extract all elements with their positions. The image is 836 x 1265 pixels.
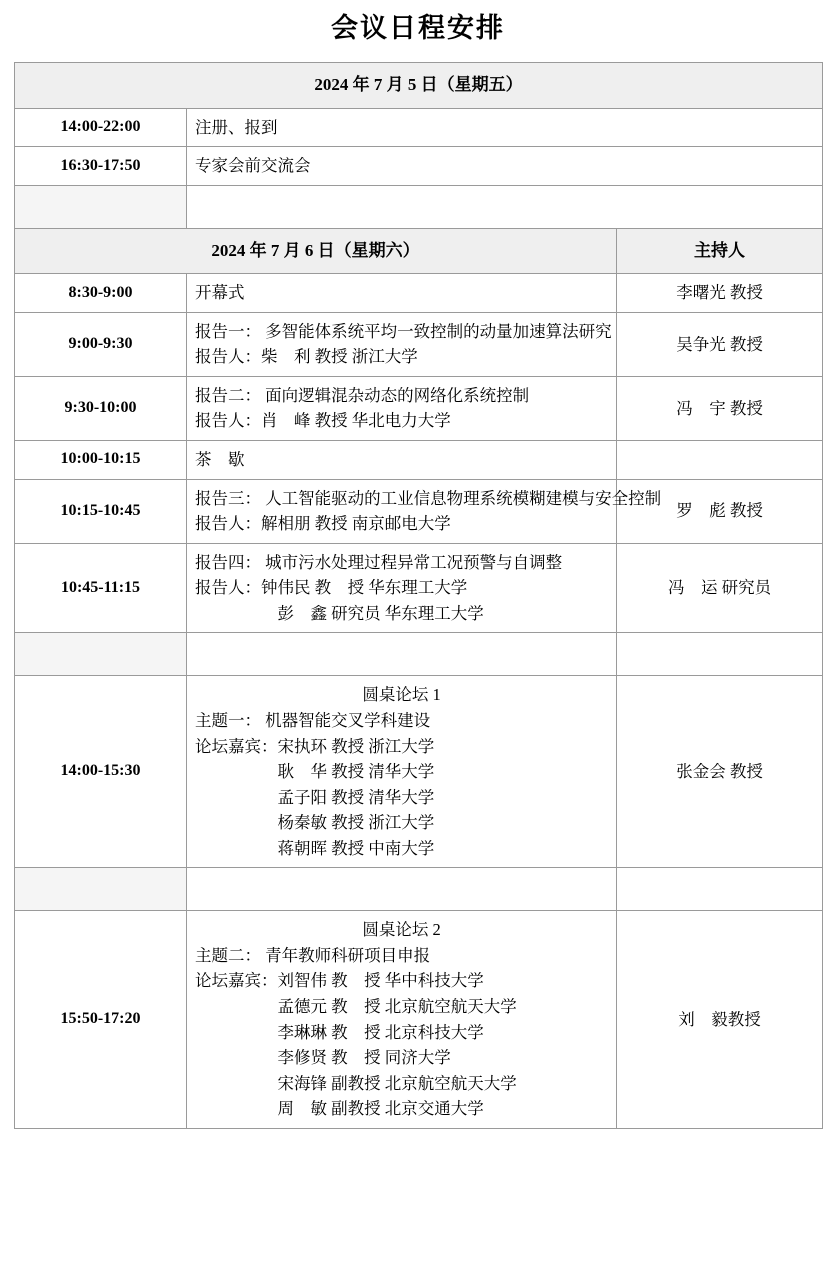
session-line: 论坛嘉宾：刘智伟 教 授 华中科技大学 (195, 971, 484, 991)
session-line: 李琳琳 教 授 北京科技大学 (195, 1022, 484, 1042)
table-row (15, 108, 823, 147)
session-line: 蒋朝晖 教授 中南大学 (195, 838, 435, 858)
session-content (187, 479, 662, 543)
session-content (187, 312, 617, 376)
schedule-body (15, 63, 823, 1128)
session-line: 周 敏 副教授 北京交通大学 (195, 1099, 484, 1119)
session-line: 孟子阳 教授 清华大学 (195, 787, 435, 807)
host-column-header: 主持人 (617, 228, 823, 273)
session-time: 16:30-17:50 (15, 147, 187, 186)
session-host: 刘 毅教授 (617, 911, 823, 1129)
session-line: 报告人：肖 峰 教授 华北电力大学 (195, 411, 451, 431)
session-line: 主题二： 青年教师科研项目申报 (195, 945, 431, 965)
session-time: 14:00-22:00 (15, 108, 187, 147)
session-line: 耿 华 教授 清华大学 (195, 762, 435, 782)
session-line: 报告四： 城市污水处理过程异常工况预警与自调整 (195, 552, 563, 572)
session-content (187, 543, 617, 633)
session-line: 彭 鑫 研究员 华东理工大学 (195, 603, 484, 623)
session-content (187, 676, 617, 868)
spacer-cell-time (15, 633, 187, 676)
day-header-row (15, 63, 823, 108)
session-line: 报告二： 面向逻辑混杂动态的网络化系统控制 (195, 385, 530, 405)
session-content (187, 147, 823, 186)
table-row (15, 147, 823, 186)
session-line: 报告三： 人工智能驱动的工业信息物理系统模糊建模与安全控制 (195, 488, 662, 508)
session-line: 孟德元 教 授 北京航空航天大学 (195, 997, 517, 1017)
session-line: 茶 歇 (195, 450, 245, 470)
session-line: 宋海锋 副教授 北京航空航天大学 (195, 1073, 517, 1093)
spacer-cell-host (617, 868, 823, 911)
session-time: 9:00-9:30 (15, 312, 187, 376)
session-line: 主题一： 机器智能交叉学科建设 (195, 710, 431, 730)
table-row (15, 441, 823, 480)
session-line: 杨秦敏 教授 浙江大学 (195, 813, 435, 833)
session-time: 10:00-10:15 (15, 441, 187, 480)
table-row (15, 274, 823, 313)
day-header-row (15, 228, 823, 273)
session-line: 论坛嘉宾：宋执环 教授 浙江大学 (195, 736, 435, 756)
session-content (187, 911, 617, 1129)
session-line: 报告人：钟伟民 教 授 华东理工大学 (195, 578, 468, 598)
session-time: 15:50-17:20 (15, 911, 187, 1129)
session-content (187, 274, 617, 313)
session-host: 冯 运 研究员 (617, 543, 823, 633)
session-time: 10:45-11:15 (15, 543, 187, 633)
session-time: 14:00-15:30 (15, 676, 187, 868)
session-host: 张金会 教授 (617, 676, 823, 868)
session-host: 吴争光 教授 (617, 312, 823, 376)
session-subtitle: 圆桌论坛 1 (362, 685, 441, 705)
session-line: 报告一： 多智能体系统平均一致控制的动量加速算法研究 (195, 321, 612, 341)
table-row (15, 543, 823, 633)
spacer-cell-time (15, 868, 187, 911)
session-time: 8:30-9:00 (15, 274, 187, 313)
session-host: 冯 宇 教授 (617, 376, 823, 440)
schedule-table (14, 62, 823, 1128)
spacer-cell-host (617, 633, 823, 676)
document-page (0, 12, 836, 1129)
session-line: 报告人：解相朋 教授 南京邮电大学 (195, 514, 451, 534)
table-row (15, 911, 823, 1129)
session-time: 10:15-10:45 (15, 479, 187, 543)
session-line: 李修贤 教 授 同济大学 (195, 1048, 451, 1068)
spacer-cell-content (187, 185, 823, 228)
session-line: 报告人：柴 利 教授 浙江大学 (195, 347, 418, 367)
table-row (15, 479, 823, 543)
day-header-label: 2024 年 7 月 6 日（星期六） (15, 228, 617, 273)
table-row (15, 312, 823, 376)
table-row (15, 376, 823, 440)
session-line: 专家会前交流会 (195, 156, 311, 176)
spacer-cell-content (187, 868, 617, 911)
session-line: 开幕式 (195, 283, 245, 303)
spacer-cell-time (15, 185, 187, 228)
day-header-label: 2024 年 7 月 5 日（星期五） (15, 63, 823, 108)
spacer-cell-content (187, 633, 617, 676)
spacer-row (15, 868, 823, 911)
session-content (187, 108, 823, 147)
table-row (15, 676, 823, 868)
session-host (617, 441, 823, 480)
spacer-row (15, 633, 823, 676)
session-subtitle: 圆桌论坛 2 (362, 920, 441, 940)
session-line: 注册、报到 (195, 117, 278, 137)
page-title: 会议日程安排 (331, 13, 505, 43)
session-content (187, 441, 617, 480)
session-host: 李曙光 教授 (617, 274, 823, 313)
session-host: 罗 彪 教授 (617, 479, 823, 543)
session-time: 9:30-10:00 (15, 376, 187, 440)
spacer-row (15, 185, 823, 228)
session-content (187, 376, 617, 440)
